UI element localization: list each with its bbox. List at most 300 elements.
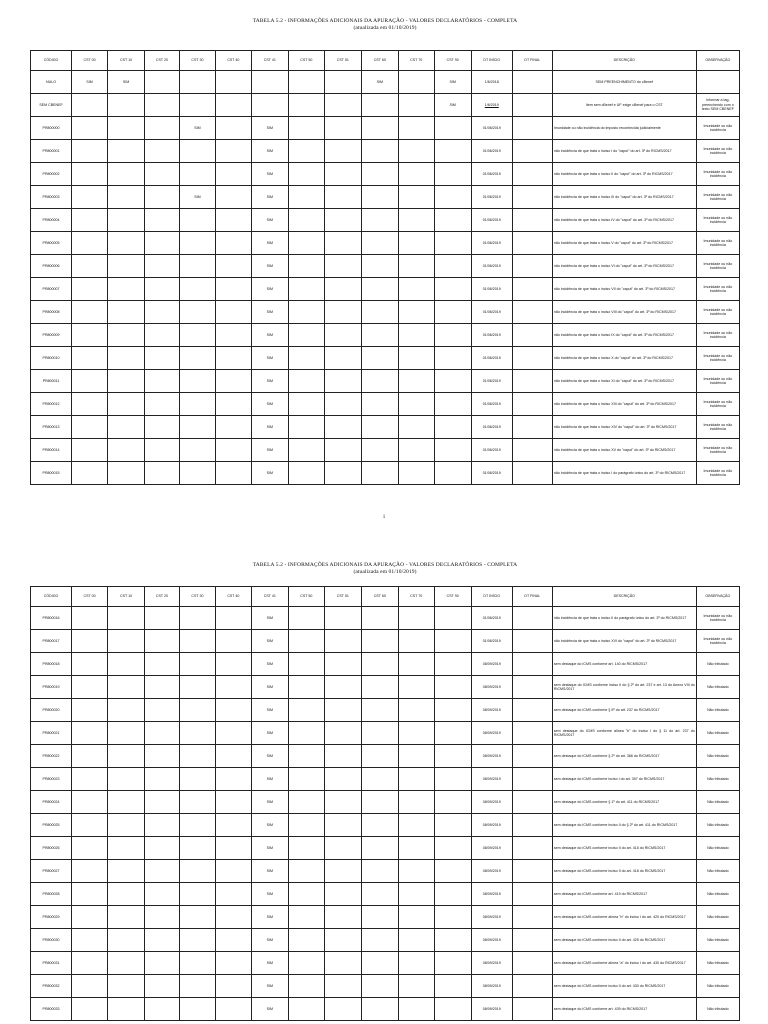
table-cell bbox=[179, 952, 215, 975]
table-cell bbox=[72, 998, 108, 1021]
table-cell bbox=[145, 653, 180, 676]
table-cell bbox=[324, 607, 361, 630]
description-cell: não incidência de que trata o inciso V do "caput" do art. 3º do RICMS/2017 bbox=[552, 232, 696, 255]
table-cell: 01/06/2019 bbox=[471, 301, 512, 324]
title-line-1: TABELA 5.2 - INFORMAÇÕES ADICIONAIS DA APURAÇÃO - VALORES DECLARATÓRIOS - COMPLETA bbox=[252, 18, 518, 24]
table-cell bbox=[215, 232, 251, 255]
table-cell: 01/06/2019 bbox=[471, 163, 512, 186]
table-cell bbox=[288, 952, 324, 975]
table-cell bbox=[512, 71, 552, 94]
table-cell bbox=[145, 71, 180, 94]
table-cell bbox=[434, 975, 471, 998]
table-cell: 01/06/2019 bbox=[471, 370, 512, 393]
table-cell bbox=[108, 952, 145, 975]
table-cell bbox=[512, 370, 552, 393]
column-header: CST 51 bbox=[324, 51, 361, 71]
table-cell: 01/06/2019 bbox=[471, 255, 512, 278]
column-header: CST 40 bbox=[215, 587, 251, 607]
table-cell bbox=[108, 998, 145, 1021]
table-cell: 01/06/2019 bbox=[471, 439, 512, 462]
table-cell bbox=[108, 745, 145, 768]
description-cell: sem destaque do ICMS conforme inciso II do art. 418 do RICMS/2017 bbox=[552, 860, 696, 883]
table-cell bbox=[512, 699, 552, 722]
observation-cell: Não tributado bbox=[696, 653, 739, 676]
observation-cell: Imunidade ou não incidência bbox=[696, 370, 739, 393]
table-cell bbox=[324, 653, 361, 676]
table-cell: 01/06/2019 bbox=[471, 607, 512, 630]
table-cell: SIM bbox=[251, 653, 288, 676]
table-cell bbox=[145, 998, 180, 1021]
table-cell bbox=[179, 745, 215, 768]
description-cell: não incidência de que trata o inciso II do "caput" do art. 3º do RICMS/2017 bbox=[552, 163, 696, 186]
table-cell bbox=[324, 393, 361, 416]
table-cell bbox=[108, 186, 145, 209]
table-cell bbox=[145, 209, 180, 232]
table-cell bbox=[288, 699, 324, 722]
table-cell bbox=[72, 975, 108, 998]
table-cell bbox=[512, 186, 552, 209]
table-cell bbox=[398, 929, 434, 952]
table-cell: 08/09/2019 bbox=[471, 699, 512, 722]
column-header: CST 41 bbox=[251, 51, 288, 71]
table-cell bbox=[361, 653, 398, 676]
table-cell bbox=[361, 439, 398, 462]
table-cell bbox=[512, 745, 552, 768]
column-header: DT INÍCIO bbox=[471, 51, 512, 71]
column-header: OBSERVAÇÃO bbox=[696, 587, 739, 607]
table-row bbox=[31, 630, 740, 653]
table-cell bbox=[145, 232, 180, 255]
table-cell bbox=[512, 722, 552, 745]
table-cell bbox=[179, 370, 215, 393]
table-cell: SIM bbox=[251, 676, 288, 699]
table-cell bbox=[179, 653, 215, 676]
table-cell bbox=[361, 860, 398, 883]
table-cell bbox=[179, 676, 215, 699]
table-cell bbox=[215, 117, 251, 140]
table-cell: PR800009 bbox=[31, 324, 72, 347]
table-cell bbox=[72, 255, 108, 278]
table-cell bbox=[324, 71, 361, 94]
table-cell bbox=[145, 117, 180, 140]
header-row bbox=[31, 587, 740, 607]
table-cell bbox=[179, 232, 215, 255]
table-cell bbox=[288, 232, 324, 255]
title-line-2: (atualizada em 01/10/2019) bbox=[353, 25, 417, 31]
table-cell: SIM bbox=[251, 860, 288, 883]
table-cell: SIM bbox=[251, 186, 288, 209]
table-cell: PR800004 bbox=[31, 209, 72, 232]
observation-cell: Imunidade ou não incidência bbox=[696, 393, 739, 416]
table-cell: PR800016 bbox=[31, 607, 72, 630]
table-cell bbox=[398, 699, 434, 722]
table-cell bbox=[361, 232, 398, 255]
table-cell bbox=[179, 416, 215, 439]
table-cell bbox=[512, 860, 552, 883]
table-cell bbox=[72, 209, 108, 232]
table-cell bbox=[215, 630, 251, 653]
table-cell bbox=[434, 140, 471, 163]
table-cell bbox=[398, 255, 434, 278]
table-cell: SIM bbox=[251, 883, 288, 906]
observation-cell: Imunidade ou não incidência bbox=[696, 630, 739, 653]
table-cell bbox=[179, 140, 215, 163]
table-cell bbox=[324, 301, 361, 324]
table-cell bbox=[288, 722, 324, 745]
table-cell bbox=[72, 722, 108, 745]
table-cell bbox=[108, 462, 145, 485]
description-cell: sem destaque do ICMS conforme inciso II do art. 425 do RICMS/2017 bbox=[552, 929, 696, 952]
table-cell: 08/09/2019 bbox=[471, 745, 512, 768]
table-cell bbox=[398, 117, 434, 140]
table-cell bbox=[512, 393, 552, 416]
table-cell bbox=[145, 929, 180, 952]
table-cell bbox=[398, 393, 434, 416]
table-cell: SIM bbox=[179, 117, 215, 140]
table-row bbox=[31, 324, 740, 347]
table-cell bbox=[179, 278, 215, 301]
table-cell bbox=[215, 607, 251, 630]
table-row bbox=[31, 370, 740, 393]
table-cell bbox=[434, 462, 471, 485]
table-cell bbox=[324, 416, 361, 439]
table-row bbox=[31, 163, 740, 186]
table-cell: 1/6/2018 bbox=[471, 71, 512, 94]
table-cell bbox=[398, 186, 434, 209]
column-header: DT INÍCIO bbox=[471, 587, 512, 607]
table-cell bbox=[434, 117, 471, 140]
document-title bbox=[30, 562, 740, 576]
table-cell bbox=[434, 232, 471, 255]
table-cell bbox=[288, 209, 324, 232]
description-cell: não incidência de que trata o inciso VI do "caput" do art. 3º do RICMS/2017 bbox=[552, 255, 696, 278]
column-header: CST 30 bbox=[179, 587, 215, 607]
table-cell bbox=[434, 209, 471, 232]
column-header: CST 20 bbox=[145, 587, 180, 607]
table-cell bbox=[145, 186, 180, 209]
table-cell bbox=[434, 278, 471, 301]
table-cell: PR800018 bbox=[31, 653, 72, 676]
table-cell bbox=[324, 163, 361, 186]
table-cell: 01/06/2019 bbox=[471, 232, 512, 255]
table-cell bbox=[288, 94, 324, 117]
table-cell: PR800011 bbox=[31, 370, 72, 393]
table-cell bbox=[434, 814, 471, 837]
table-row bbox=[31, 768, 740, 791]
column-header: CST 00 bbox=[72, 51, 108, 71]
table-cell bbox=[179, 439, 215, 462]
table-cell bbox=[398, 975, 434, 998]
observation-cell: Não tributado bbox=[696, 883, 739, 906]
table-cell bbox=[145, 140, 180, 163]
table-cell bbox=[108, 653, 145, 676]
table-cell bbox=[361, 393, 398, 416]
table-cell bbox=[434, 439, 471, 462]
table-cell bbox=[434, 255, 471, 278]
table-cell bbox=[72, 163, 108, 186]
table-cell bbox=[72, 462, 108, 485]
table-cell bbox=[108, 906, 145, 929]
document-page-1 bbox=[30, 18, 740, 485]
column-header: CST 60 bbox=[361, 587, 398, 607]
table-cell bbox=[72, 607, 108, 630]
table-cell bbox=[288, 791, 324, 814]
observation-cell: Imunidade ou não incidência bbox=[696, 347, 739, 370]
table-cell: 01/06/2019 bbox=[471, 278, 512, 301]
table-cell bbox=[288, 975, 324, 998]
description-cell: Imunidade ou não incidência do imposto reconhecida judicialmente bbox=[552, 117, 696, 140]
table-cell bbox=[108, 301, 145, 324]
column-header: CST 50 bbox=[288, 587, 324, 607]
column-header: CST 41 bbox=[251, 587, 288, 607]
description-cell: sem destaque do ICMS conforme inciso II do art. 430 do RICMS/2017 bbox=[552, 975, 696, 998]
table-cell bbox=[324, 699, 361, 722]
observation-cell: Não tributado bbox=[696, 768, 739, 791]
table-cell bbox=[361, 722, 398, 745]
table-cell bbox=[324, 630, 361, 653]
table-cell bbox=[288, 768, 324, 791]
table-cell bbox=[324, 998, 361, 1021]
table-cell bbox=[215, 929, 251, 952]
table-cell: 08/09/2019 bbox=[471, 929, 512, 952]
description-cell: sem destaque do ICMS conforme art. 439 do RICMS/2017 bbox=[552, 998, 696, 1021]
table-cell: SIM bbox=[251, 140, 288, 163]
table-cell bbox=[398, 860, 434, 883]
description-cell: não incidência de que trata o inciso I do parágrafo único do art. 3º do RICMS/2017 bbox=[552, 462, 696, 485]
table-cell bbox=[145, 278, 180, 301]
benefits-table bbox=[30, 586, 740, 1021]
table-cell bbox=[398, 324, 434, 347]
table-cell bbox=[398, 653, 434, 676]
observation-cell bbox=[696, 71, 739, 94]
table-cell bbox=[215, 255, 251, 278]
table-cell bbox=[215, 94, 251, 117]
observation-cell: Imunidade ou não incidência bbox=[696, 209, 739, 232]
column-header: CST 70 bbox=[398, 51, 434, 71]
description-cell: não incidência de que trata o inciso XI do "caput" do art. 3º do RICMS/2017 bbox=[552, 370, 696, 393]
table-cell bbox=[324, 278, 361, 301]
table-cell bbox=[215, 676, 251, 699]
table-cell bbox=[512, 347, 552, 370]
table-cell bbox=[72, 94, 108, 117]
table-cell bbox=[324, 860, 361, 883]
table-cell bbox=[398, 209, 434, 232]
table-cell bbox=[361, 209, 398, 232]
table-cell bbox=[324, 814, 361, 837]
table-cell: 08/09/2019 bbox=[471, 883, 512, 906]
table-cell bbox=[361, 370, 398, 393]
table-cell bbox=[145, 860, 180, 883]
observation-cell: Imunidade ou não incidência bbox=[696, 278, 739, 301]
table-cell bbox=[361, 745, 398, 768]
table-cell bbox=[145, 301, 180, 324]
table-cell: SIM bbox=[251, 278, 288, 301]
table-cell bbox=[324, 439, 361, 462]
table-cell bbox=[324, 722, 361, 745]
table-cell bbox=[288, 883, 324, 906]
table-row bbox=[31, 255, 740, 278]
table-cell bbox=[361, 186, 398, 209]
table-cell bbox=[434, 393, 471, 416]
table-body bbox=[31, 607, 740, 1021]
table-cell bbox=[179, 324, 215, 347]
table-cell bbox=[361, 998, 398, 1021]
table-row bbox=[31, 439, 740, 462]
table-cell bbox=[72, 699, 108, 722]
table-cell bbox=[288, 163, 324, 186]
table-cell: SEM CBENEF bbox=[31, 94, 72, 117]
table-cell bbox=[215, 791, 251, 814]
header-row bbox=[31, 51, 740, 71]
table-cell bbox=[215, 278, 251, 301]
table-cell bbox=[72, 860, 108, 883]
table-cell bbox=[145, 439, 180, 462]
table-row bbox=[31, 975, 740, 998]
table-row bbox=[31, 906, 740, 929]
observation-cell: Não tributado bbox=[696, 837, 739, 860]
table-cell bbox=[434, 607, 471, 630]
table-cell bbox=[72, 140, 108, 163]
table-cell bbox=[512, 140, 552, 163]
table-cell bbox=[361, 676, 398, 699]
table-cell bbox=[398, 745, 434, 768]
table-cell bbox=[215, 722, 251, 745]
table-cell: PR800020 bbox=[31, 699, 72, 722]
observation-cell: Imunidade ou não incidência bbox=[696, 232, 739, 255]
table-cell: SIM bbox=[72, 71, 108, 94]
table-cell bbox=[215, 324, 251, 347]
table-cell: 01/06/2019 bbox=[471, 347, 512, 370]
table-cell bbox=[434, 883, 471, 906]
table-cell bbox=[108, 416, 145, 439]
table-cell bbox=[72, 906, 108, 929]
table-cell bbox=[215, 975, 251, 998]
description-cell: sem destaque do ICMS conforme alínea "b" do inciso I do § 11 do art. 237 do RICMS/2017 bbox=[552, 722, 696, 745]
table-cell bbox=[288, 630, 324, 653]
observation-cell: Não tributado bbox=[696, 699, 739, 722]
table-cell bbox=[72, 117, 108, 140]
description-cell: sem destaque do ICMS conforme inciso II do art. 415 do RICMS/2017 bbox=[552, 837, 696, 860]
table-cell bbox=[145, 768, 180, 791]
table-cell bbox=[215, 883, 251, 906]
table-cell bbox=[179, 906, 215, 929]
table-cell bbox=[398, 883, 434, 906]
table-cell bbox=[324, 347, 361, 370]
table-cell bbox=[288, 676, 324, 699]
table-cell bbox=[108, 975, 145, 998]
table-cell bbox=[434, 791, 471, 814]
column-header: CST 00 bbox=[72, 587, 108, 607]
table-row bbox=[31, 301, 740, 324]
table-cell bbox=[288, 653, 324, 676]
table-cell bbox=[398, 301, 434, 324]
observation-cell: Não tributado bbox=[696, 676, 739, 699]
table-cell bbox=[288, 370, 324, 393]
table-row bbox=[31, 952, 740, 975]
description-cell: sem destaque do ICMS conforme inciso II do § 2º do art. 237 e art. 13 do Anexo VIII do RICMS/2017 bbox=[552, 676, 696, 699]
column-header: CST 40 bbox=[215, 51, 251, 71]
table-cell bbox=[512, 791, 552, 814]
table-cell bbox=[512, 998, 552, 1021]
description-cell: não incidência de que trata o inciso XIV do "caput" do art. 3º do RICMS/2017 bbox=[552, 416, 696, 439]
description-cell: sem destaque do ICMS conforme alínea "a" do inciso I do art. 430 do RICMS/2017 bbox=[552, 952, 696, 975]
table-cell bbox=[145, 906, 180, 929]
table-cell: SIM bbox=[251, 699, 288, 722]
table-cell: SIM bbox=[251, 255, 288, 278]
table-cell: SIM bbox=[251, 117, 288, 140]
table-cell: PR800033 bbox=[31, 998, 72, 1021]
table-cell bbox=[361, 814, 398, 837]
column-header: CST 60 bbox=[361, 51, 398, 71]
observation-cell: Não tributado bbox=[696, 929, 739, 952]
description-cell: não incidência de que trata o inciso IV do "caput" do art. 3º do RICMS/2017 bbox=[552, 209, 696, 232]
table-cell bbox=[108, 860, 145, 883]
table-cell bbox=[145, 722, 180, 745]
table-cell: PR800015 bbox=[31, 462, 72, 485]
description-cell: sem destaque do ICMS conforme alínea "b" do inciso I do art. 420 do RICMS/2017 bbox=[552, 906, 696, 929]
observation-cell: Imunidade ou não incidência bbox=[696, 462, 739, 485]
table-cell: 01/06/2019 bbox=[471, 416, 512, 439]
table-cell bbox=[361, 117, 398, 140]
table-cell bbox=[434, 324, 471, 347]
table-cell: SIM bbox=[251, 209, 288, 232]
table-cell bbox=[215, 140, 251, 163]
table-cell: 08/09/2019 bbox=[471, 722, 512, 745]
table-row bbox=[31, 722, 740, 745]
table-cell bbox=[512, 676, 552, 699]
observation-cell: Informar a tag, preenchendo com o texto SEM CBENEF bbox=[696, 94, 739, 117]
page-number: 1 bbox=[382, 515, 386, 520]
table-cell bbox=[179, 722, 215, 745]
table-cell bbox=[434, 768, 471, 791]
table-cell bbox=[512, 929, 552, 952]
table-cell bbox=[215, 370, 251, 393]
description-cell: não incidência de que trata o inciso X do "caput" do art. 3º do RICMS/2017 bbox=[552, 347, 696, 370]
table-cell bbox=[72, 929, 108, 952]
table-cell bbox=[72, 952, 108, 975]
table-cell: PR800032 bbox=[31, 975, 72, 998]
table-cell bbox=[512, 117, 552, 140]
table-cell bbox=[324, 117, 361, 140]
table-cell bbox=[398, 416, 434, 439]
column-header: DT FINAL bbox=[512, 51, 552, 71]
table-cell bbox=[72, 324, 108, 347]
table-cell bbox=[434, 416, 471, 439]
table-cell bbox=[215, 745, 251, 768]
table-row bbox=[31, 883, 740, 906]
table-cell bbox=[361, 837, 398, 860]
column-header: DESCRIÇÃO bbox=[552, 587, 696, 607]
observation-cell: Imunidade ou não incidência bbox=[696, 117, 739, 140]
table-cell bbox=[512, 416, 552, 439]
observation-cell: Não tributado bbox=[696, 814, 739, 837]
table-cell bbox=[361, 952, 398, 975]
table-cell bbox=[361, 883, 398, 906]
table-cell bbox=[72, 370, 108, 393]
description-cell: sem destaque do ICMS conforme § 5º do art. 237 do RICMS/2017 bbox=[552, 699, 696, 722]
table-cell bbox=[215, 699, 251, 722]
table-cell: 08/09/2019 bbox=[471, 998, 512, 1021]
table-cell: SIM bbox=[434, 71, 471, 94]
table-cell bbox=[512, 278, 552, 301]
observation-cell: Imunidade ou não incidência bbox=[696, 163, 739, 186]
observation-cell: Imunidade ou não incidência bbox=[696, 301, 739, 324]
table-cell bbox=[361, 462, 398, 485]
table-cell bbox=[512, 768, 552, 791]
table-cell: 01/06/2019 bbox=[471, 209, 512, 232]
table-cell: SIM bbox=[251, 630, 288, 653]
table-cell bbox=[434, 998, 471, 1021]
